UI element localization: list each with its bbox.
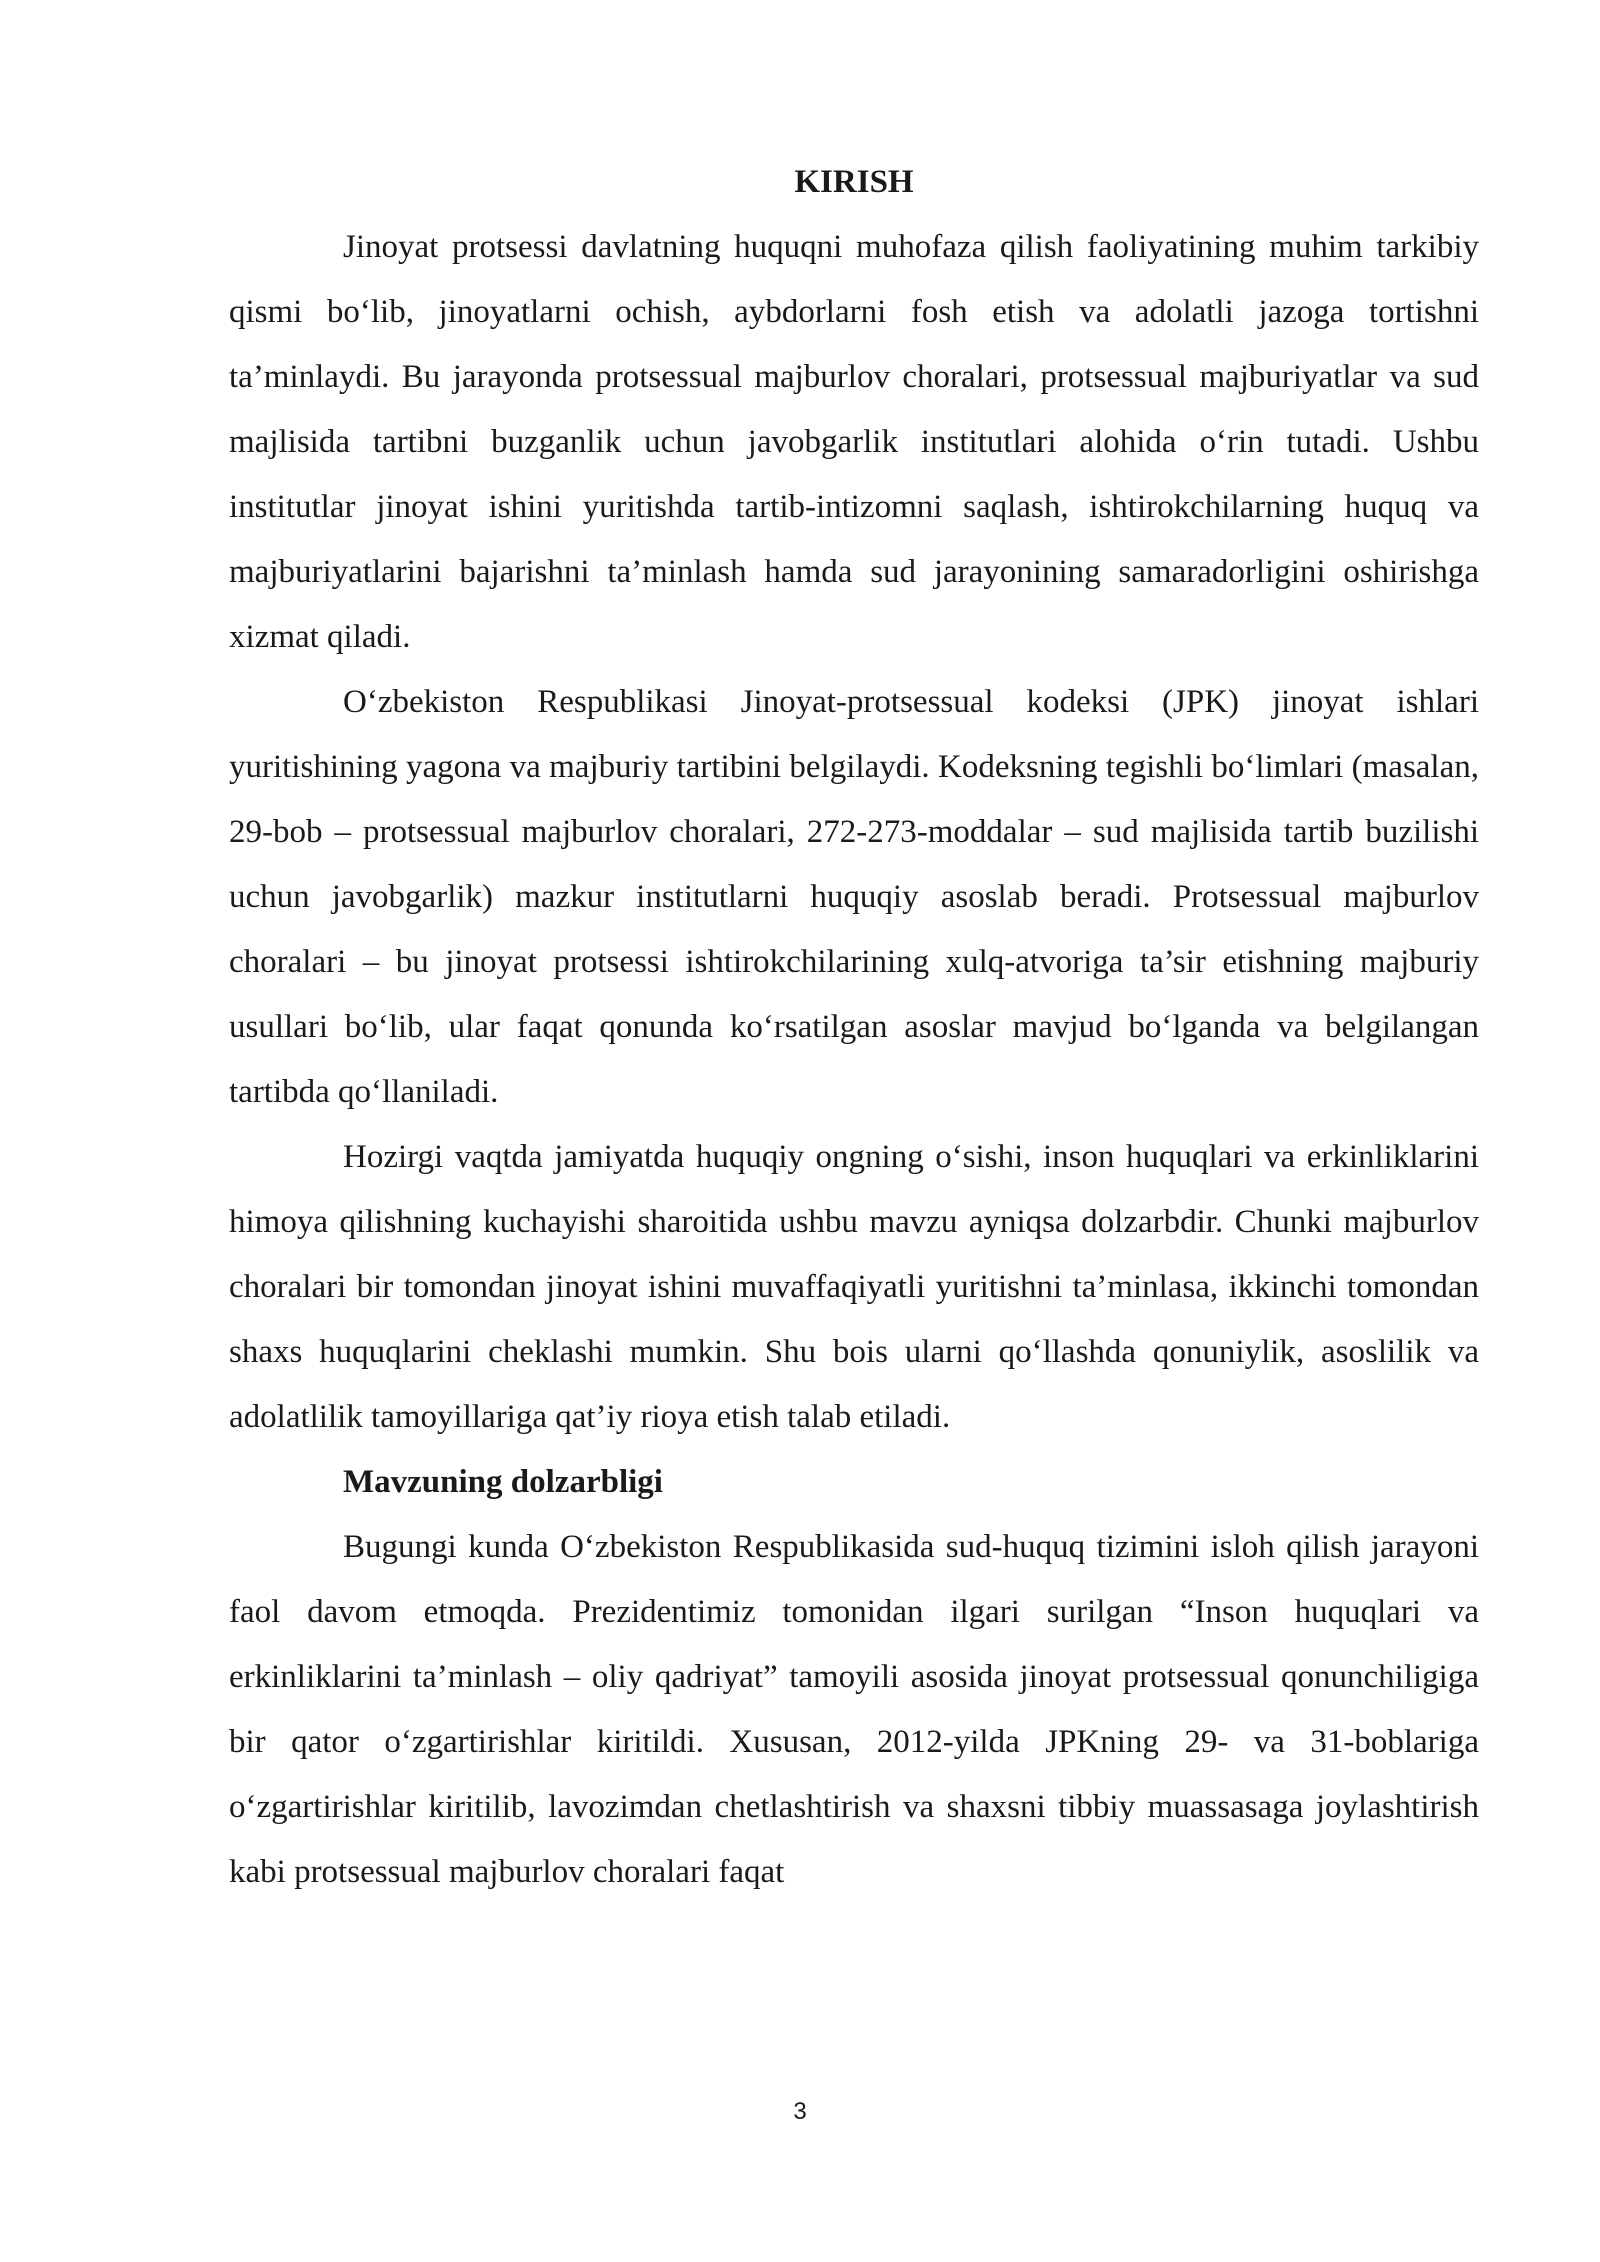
paragraph-2: O‘zbekiston Respublikasi Jinoyat-protsessual kodeksi (JPK) jinoyat ishlari yuritishining yagona va majburiy tartibini belgilaydi. Kodeksning tegishli bo‘limlari (masalan, 29-bob – protsessual majburlov choralari, 272-273-moddalar – sud majlisida tartib buzilishi uchun javobgarlik) mazkur institutlarni huquqiy asoslab beradi. Protsessual majburlov choralari – bu jinoyat protsessi ishtirokchilarining xulq-atvoriga ta’sir etishning majburiy usullari bo‘lib, ular faqat qonunda ko‘rsatilgan asoslar mavjud bo‘lganda va belgilangan tartibda qo‘llaniladi. <box>229 684 1479 1110</box>
page-number: 3 <box>793 2098 807 2125</box>
page-content <box>229 150 1479 1905</box>
paragraph-4: Bugungi kunda O‘zbekiston Respublikasida sud-huquq tizimini isloh qilish jarayoni faol davom etmoqda. Prezidentimiz tomonidan ilgari surilgan “Inson huquqlari va erkinliklarini ta’minlash – oliy qadriyat” tamoyili asosida jinoyat protsessual qonunchiligiga bir qator o‘zgartirishlar kiritildi. Xususan, 2012-yilda JPKning 29- va 31-boblariga o‘zgartirishlar kiritilib, lavozimdan chetlashtirish va shaxsni tibbiy muassasaga joylashtirish kabi protsessual majburlov choralari faqat <box>229 1529 1479 1890</box>
paragraph-1: Jinoyat protsessi davlatning huquqni muhofaza qilish faoliyatining muhim tarkibiy qismi bo‘lib, jinoyatlarni ochish, aybdorlarni fosh etish va adolatli jazoga tortishni ta’minlaydi. Bu jarayonda protsessual majburlov choralari, protsessual majburiyatlar va sud majlisida tartibni buzganlik uchun javobgarlik institutlari alohida o‘rin tutadi. Ushbu institutlar jinoyat ishini yuritishda tartib-intizomni saqlash, ishtirokchilarning huquq va majburiyatlarini bajarishni ta’minlash hamda sud jarayonining samaradorligini oshirishga xizmat qiladi. <box>229 229 1479 655</box>
subsection-heading: Mavzuning dolzarbligi <box>343 1464 663 1500</box>
section-heading: KIRISH <box>794 164 914 200</box>
paragraph-3: Hozirgi vaqtda jamiyatda huquqiy ongning o‘sishi, inson huquqlari va erkinliklarini himoya qilishning kuchayishi sharoitida ushbu mavzu ayniqsa dolzarbdir. Chunki majburlov choralari bir tomondan jinoyat ishini muvaffaqiyatli yuritishni ta’minlasa, ikkinchi tomondan shaxs huquqlarini cheklashi mumkin. Shu bois ularni qo‘llashda qonuniylik, asoslilik va adolatlilik tamoyillariga qat’iy rioya etish talab etiladi. <box>229 1139 1479 1435</box>
